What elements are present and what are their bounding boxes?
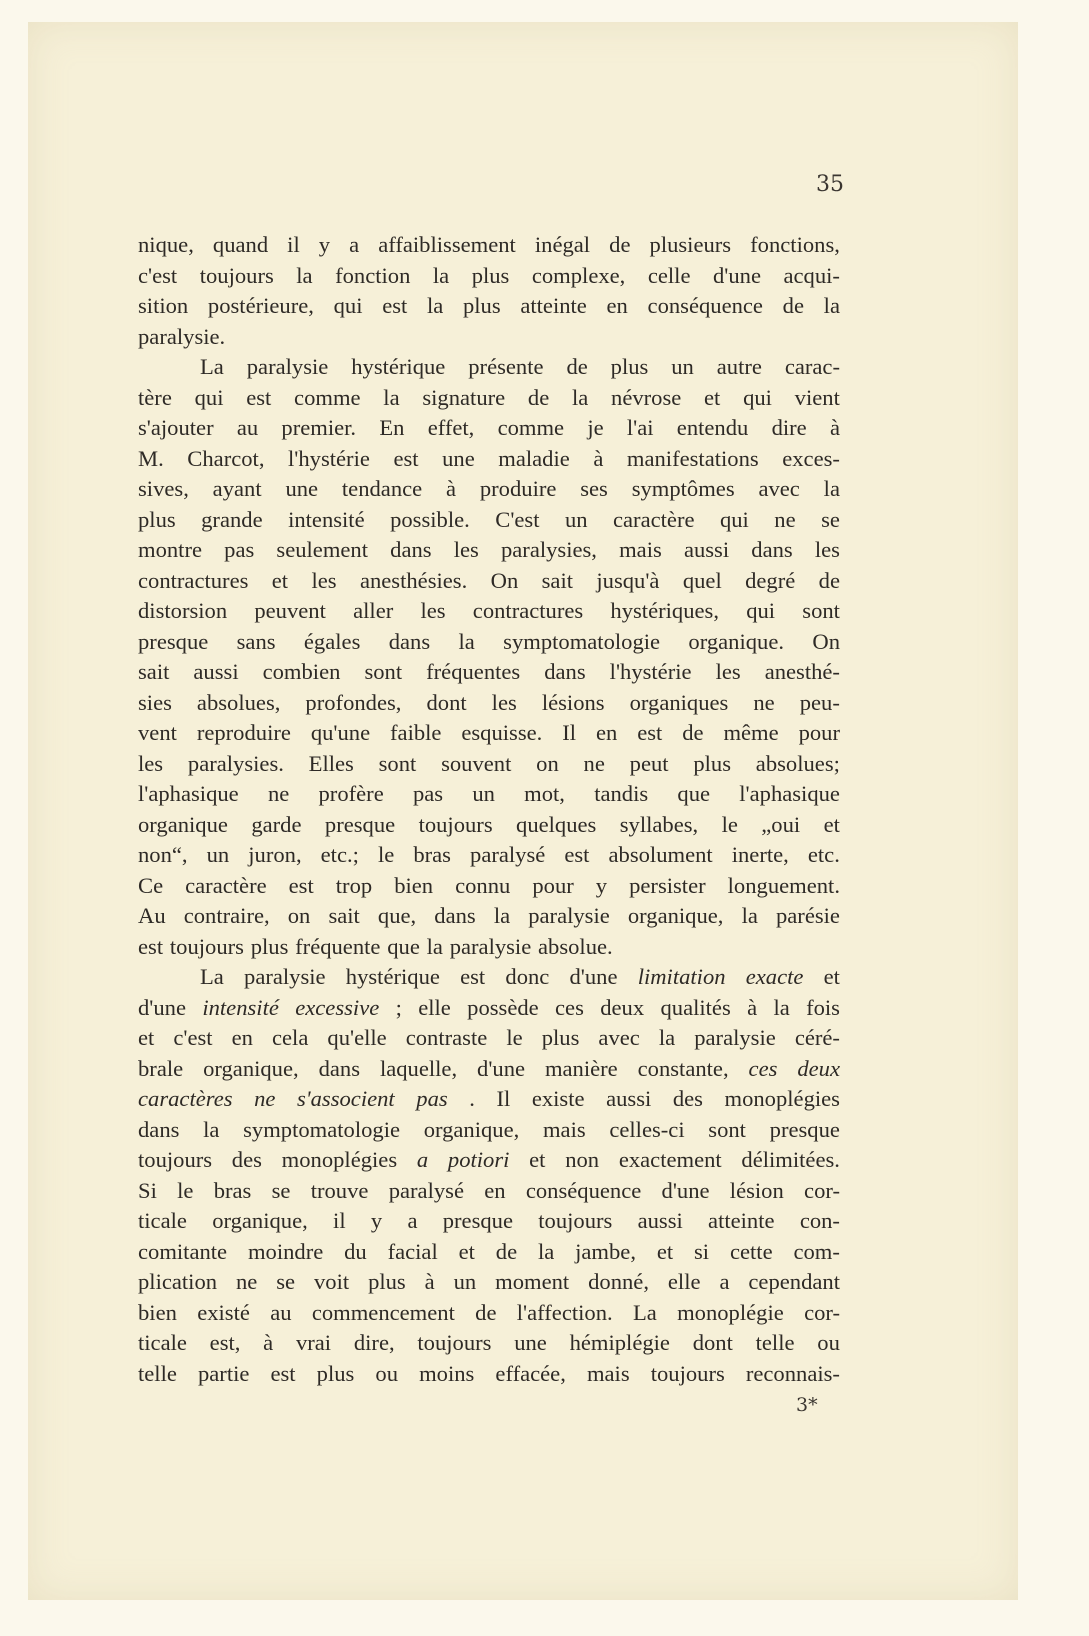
text-line: distorsion peuvent aller les contractures hystériques, qui sont bbox=[138, 598, 840, 623]
text-line: contractures et les anesthésies. On sait jusqu'à quel degré de bbox=[138, 567, 840, 593]
text-line: M. Charcot, l'hystérie est une maladie à manifestations exces- bbox=[138, 445, 840, 471]
text-line: comitante moindre du facial et de la jambe, et si cette com- bbox=[138, 1238, 840, 1264]
text-line: dans la symptomatologie organique, mais celles-ci sont presque bbox=[138, 1116, 840, 1142]
text-line: telle partie est plus ou moins effacée, mais toujours reconnais- bbox=[138, 1360, 840, 1386]
text-line: brale organique, dans laquelle, d'une manière constante, ces deux bbox=[138, 1055, 840, 1081]
text-line: ticale est, à vrai dire, toujours une hémiplégie dont telle ou bbox=[138, 1330, 840, 1355]
text-line: vent reproduire qu'une faible esquisse. Il en est de même pour bbox=[138, 720, 840, 745]
text-line: Ce caractère est trop bien connu pour y persister longuement. bbox=[138, 872, 840, 898]
text-line: Au contraire, on sait que, dans la paralysie organique, la parésie bbox=[138, 903, 840, 928]
page-number: 35 bbox=[816, 172, 844, 197]
text-line: s'ajouter au premier. En effet, comme je l'ai entendu dire à bbox=[138, 415, 840, 440]
text-line: caractères ne s'associent pas . Il existe aussi des monoplégies bbox=[138, 1086, 840, 1111]
text-line: et c'est en cela qu'elle contraste le plus avec la paralysie céré- bbox=[138, 1025, 840, 1050]
text-line: ticale organique, il y a presque toujours aussi atteinte con- bbox=[138, 1208, 840, 1233]
text-line: non“, un juron, etc.; le bras paralysé est absolument inerte, etc. bbox=[138, 842, 840, 867]
text-line: bien existé au commencement de l'affection. La monoplégie cor- bbox=[138, 1299, 840, 1325]
text-line: toujours des monoplégies a potiori et non exactement délimitées. bbox=[138, 1147, 840, 1172]
text-line: La paralysie hystérique est donc d'une limitation exacte et bbox=[200, 964, 840, 989]
text-line: presque sans égales dans la symptomatologie organique. On bbox=[138, 628, 840, 654]
text-line: est toujours plus fréquente que la paralysie absolue. bbox=[138, 933, 613, 959]
text-line: Si le bras se trouve paralysé en conséquence d'une lésion cor- bbox=[138, 1177, 840, 1203]
signature-mark: 3* bbox=[796, 1394, 818, 1416]
text-line: l'aphasique ne profère pas un mot, tandis que l'aphasique bbox=[138, 781, 840, 806]
text-line: plus grande intensité possible. C'est un caractère qui ne se bbox=[138, 506, 840, 532]
text-line: plication ne se voit plus à un moment donné, elle a cependant bbox=[138, 1269, 840, 1294]
text-line: sies absolues, profondes, dont les lésions organiques ne peu- bbox=[138, 689, 840, 715]
text-line: sait aussi combien sont fréquentes dans l'hystérie les anesthé- bbox=[138, 659, 840, 684]
body-text bbox=[138, 230, 840, 1389]
text-line: nique, quand il y a affaiblissement inégal de plusieurs fonctions, bbox=[138, 232, 840, 257]
text-line: organique garde presque toujours quelques syllabes, le „oui et bbox=[138, 811, 840, 837]
text-line: tère qui est comme la signature de la névrose et qui vient bbox=[138, 384, 840, 410]
text-line: sives, ayant une tendance à produire ses symptômes avec la bbox=[138, 476, 840, 501]
book-page bbox=[28, 22, 1018, 1600]
text-line: La paralysie hystérique présente de plus un autre carac- bbox=[200, 354, 840, 379]
text-line: c'est toujours la fonction la plus complexe, celle d'une acqui- bbox=[138, 262, 840, 288]
text-line: sition postérieure, qui est la plus atteinte en conséquence de la bbox=[138, 293, 840, 318]
text-line: d'une intensité excessive ; elle possède ces deux qualités à la fois bbox=[138, 994, 840, 1020]
text-line: montre pas seulement dans les paralysies, mais aussi dans les bbox=[138, 537, 840, 562]
text-line: paralysie. bbox=[138, 323, 226, 349]
text-line: les paralysies. Elles sont souvent on ne peut plus absolues; bbox=[138, 750, 840, 776]
